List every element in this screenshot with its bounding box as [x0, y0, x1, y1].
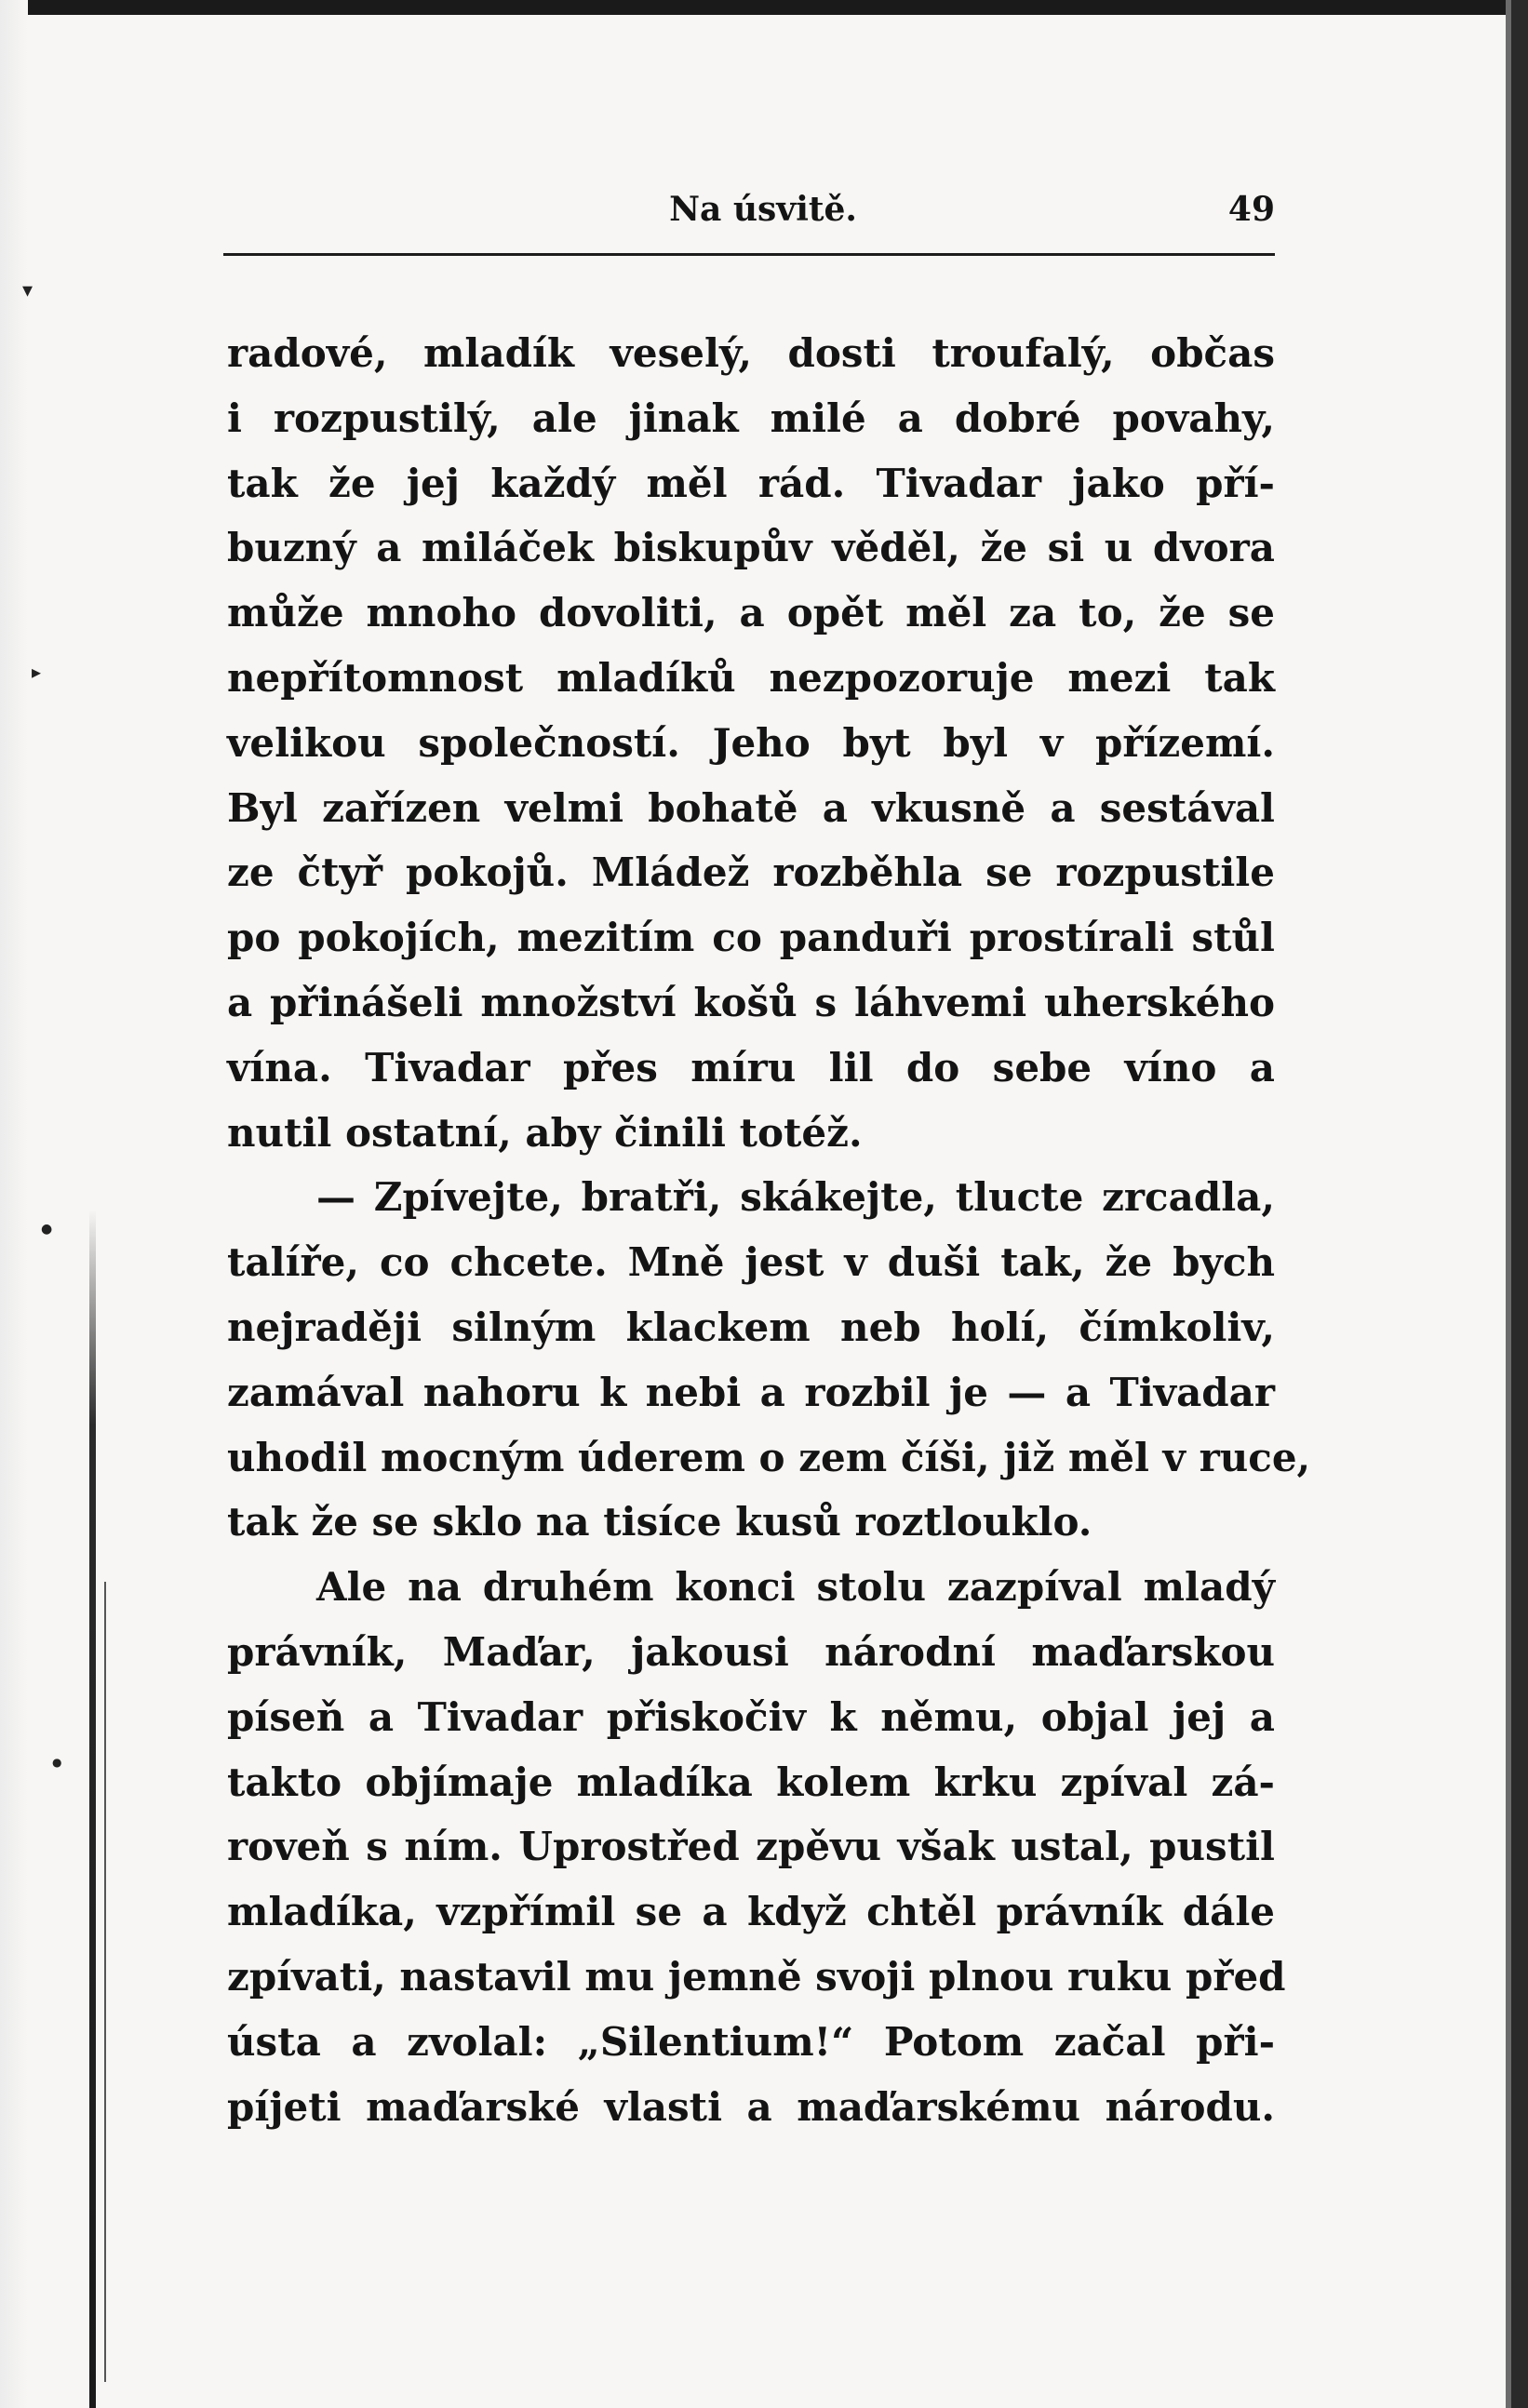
text-line: velikou společností. Jeho byt byl v přízemí.: [227, 719, 1275, 766]
text-line: zpívati, nastavil mu jemně svoji plnou ruku před: [227, 1953, 1286, 2000]
text-line: tak že jej každý měl rád. Tivadar jako pří-: [227, 460, 1275, 506]
paragraph-start-line: Ale na druhém konci stolu zazpíval mladý: [316, 1564, 1275, 1611]
paragraph-start-line: — Zpívejte, bratři, skákejte, tlucte zrcadla,: [316, 1174, 1275, 1221]
text-line: po pokojích, mezitím co panduři prostírali stůl: [227, 915, 1275, 961]
margin-speck: ▾: [22, 279, 34, 302]
text-line: píseň a Tivadar přiskočiv k němu, objal jej a: [227, 1693, 1275, 1740]
text-line: ústa a zvolal: „Silentium!“ Potom začal při-: [227, 2018, 1275, 2065]
text-line: i rozpustilý, ale jinak milé a dobré povahy,: [227, 395, 1275, 441]
text-line: talíře, co chcete. Mně jest v duši tak, že bych: [227, 1239, 1275, 1286]
paragraph-end-line: nutil ostatní, aby činili totéž.: [227, 1109, 863, 1156]
text-line: buzný a miláček biskupův věděl, že si u dvora: [227, 525, 1275, 571]
text-line: může mnoho dovoliti, a opět měl za to, že se: [227, 590, 1275, 636]
text-line: píjeti maďarské vlasti a maďarskému národu.: [227, 2083, 1275, 2130]
text-line: Byl zařízen velmi bohatě a vkusně a sestával: [227, 784, 1275, 831]
margin-speck: ●: [52, 1756, 62, 1769]
margin-speck: ●: [41, 1222, 53, 1237]
page-number: 49: [1227, 190, 1275, 229]
text-line: vína. Tivadar přes míru lil do sebe víno a: [227, 1044, 1275, 1090]
page-header: [223, 190, 1275, 246]
text-line: zamával nahoru k nebi a rozbil je — a Tivadar: [227, 1369, 1275, 1415]
text-line: nepřítomnost mladíků nezpozoruje mezi tak: [227, 654, 1275, 701]
text-line: mladíka, vzpřímil se a když chtěl právník dále: [227, 1889, 1275, 1935]
running-title: Na úsvitě.: [669, 190, 857, 229]
text-line: radové, mladík veselý, dosti troufalý, občas: [227, 330, 1275, 376]
margin-speck: ▸: [32, 661, 42, 683]
text-line: roveň s ním. Uprostřed zpěvu však ustal, pustil: [227, 1824, 1275, 1870]
text-line: uhodil mocným úderem o zem číši, již měl v ruce,: [227, 1434, 1311, 1480]
text-line: ze čtyř pokojů. Mládež rozběhla se rozpustile: [227, 849, 1275, 896]
text-line: právník, Maďar, jakousi národní maďarskou: [227, 1628, 1275, 1675]
body-text: [227, 321, 1311, 2139]
header-rule: [223, 253, 1275, 256]
text-line: nejraději silným klackem neb holí, čímkoliv,: [227, 1304, 1275, 1350]
text-line: a přinášeli množství košů s láhvemi uherského: [227, 979, 1275, 1025]
paragraph-end-line: tak že se sklo na tisíce kusů roztlouklo.: [227, 1499, 1092, 1545]
text-line: takto objímaje mladíka kolem krku zpíval zá-: [227, 1759, 1275, 1805]
